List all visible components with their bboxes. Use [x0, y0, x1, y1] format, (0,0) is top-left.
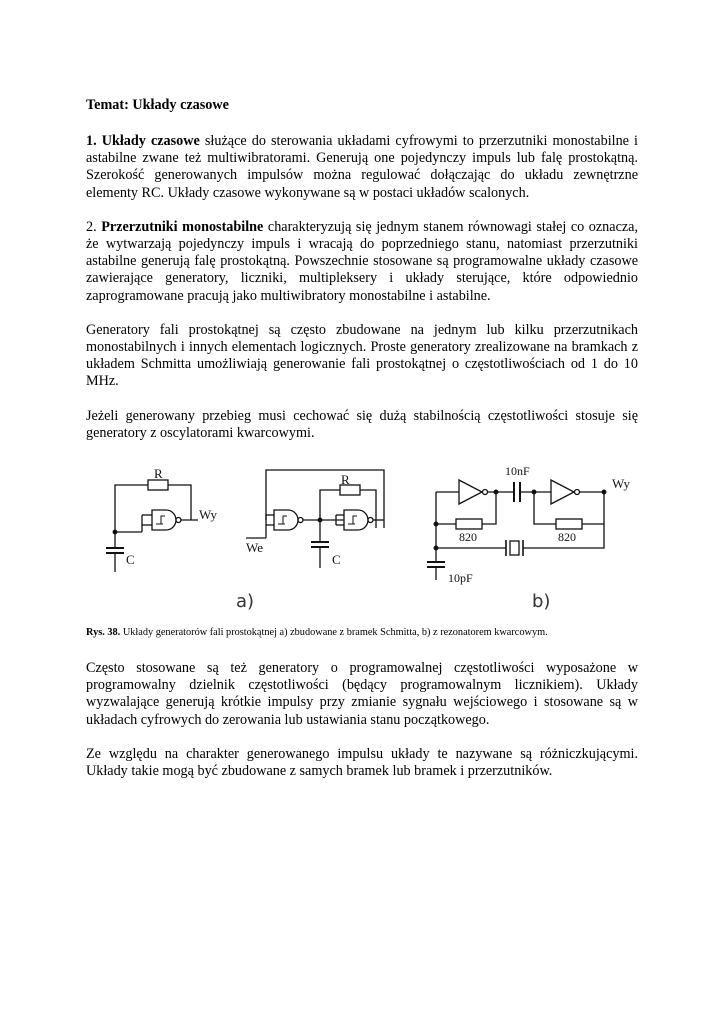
- upper-text: [86, 97, 638, 459]
- inverter-b1: [459, 480, 482, 504]
- crystal-resonator: [510, 541, 519, 555]
- paragraph-2-bold: Przerzutniki monostabilne: [101, 218, 264, 235]
- paragraph-2-prefix: 2.: [86, 218, 102, 235]
- paragraph-4: Jeżeli generowany przebieg musi cechować się dużą stabilnością częstotliwości stosuje się generatory z oscylatorami kwarcowymi.: [86, 407, 638, 441]
- paragraph-3: Generatory fali prostokątnej są często zbudowane na jednym lub kilku przerzutnikach monostabilnych i innych elementach logicznych. Proste generatory zrealizowane na bramkach z układem Schmitta umożliwiają generowanie fali prostokątnej o częstotliwościach od 1 do 10 MHz.: [86, 321, 638, 390]
- circuit-a1: [106, 480, 198, 572]
- circuit-a2: [246, 470, 384, 568]
- label-r2: R: [341, 472, 350, 487]
- page-title: Temat: Układy czasowe: [86, 97, 229, 113]
- paragraph-2: [86, 219, 638, 305]
- nand-gate-a1: [152, 510, 176, 530]
- label-10nf: 10nF: [505, 464, 530, 478]
- inverter-b2: [551, 480, 574, 504]
- paragraph-1-bold: 1. Układy czasowe: [86, 133, 200, 149]
- nand-gate-a2-2: [344, 510, 368, 530]
- nand-gate-a2-1: [274, 510, 298, 530]
- sublabel-b: b): [532, 591, 551, 612]
- caption-bold: Rys. 38.: [86, 627, 121, 638]
- label-we: We: [246, 540, 263, 555]
- paragraph-2-text: charakteryzują się jednym stanem równowagi stałej co oznacza, że wytwarzają pojedynczy impuls i wracają do poprzedniego stanu, natomiast przerzutniki astabilne generują falę prostokątną. Powszechnie stosowane są programowalne układy czasowe zawierające generatory, liczniki, multipleksery i układy sterujące, które odpowiednio zaprogramowane pracują jako multiwibratory monostabilne i astabilne.: [86, 218, 639, 304]
- caption-text: Układy generatorów fali prostokątnej a) zbudowane z bramek Schmitta, b) z rezonatorem kwarcowym.: [120, 627, 548, 638]
- paragraph-6: Ze względu na charakter generowanego impulsu układy te nazywane są różniczkującymi. Układy takie mogą być zbudowane z samych bramek lub bramek i przerzutników.: [86, 745, 638, 780]
- sublabel-a: a): [236, 591, 255, 612]
- paragraph-1-text: służące do sterowania układami cyfrowymi to przerzutniki monostabilne i astabilne zwane też multiwibratorami. Generują one pojedynczy impuls lub falę prostokątną. Szerokość generowanych impulsów można regulować dołączając do układu zewnętrzne elementy RC. Układy czasowe wykonywane są w postaci układów scalonych.: [86, 133, 638, 201]
- figure-caption: [86, 627, 646, 639]
- paragraph-5: Często stosowane są też generatory o programowalnej częstotliwości wyposażone w programowalny dzielnik częstotliwości (będący programowalnym licznikiem). Układy wyzwalające generują krótkie impulsy przy zmianie sygnału wejściowego i stosowane są w układach cyfrowych do zerowania lub ustawiania stanu początkowego.: [86, 660, 638, 728]
- circuit-b: [427, 480, 606, 580]
- label-r1: R: [154, 466, 163, 481]
- resistor-820a: [456, 519, 482, 529]
- resistor-r1: [148, 480, 168, 490]
- label-c2: C: [332, 552, 341, 567]
- paragraph-1: [86, 133, 638, 202]
- label-820b: 820: [558, 530, 576, 544]
- circuit-diagrams: [86, 460, 646, 620]
- label-c1: C: [126, 552, 135, 567]
- resistor-820b: [556, 519, 582, 529]
- label-wy2: Wy: [612, 476, 630, 491]
- lower-text: [86, 660, 638, 797]
- label-820a: 820: [459, 530, 477, 544]
- circuit-figure: [86, 460, 646, 620]
- label-wy1: Wy: [199, 507, 217, 522]
- label-10pf: 10pF: [448, 571, 473, 585]
